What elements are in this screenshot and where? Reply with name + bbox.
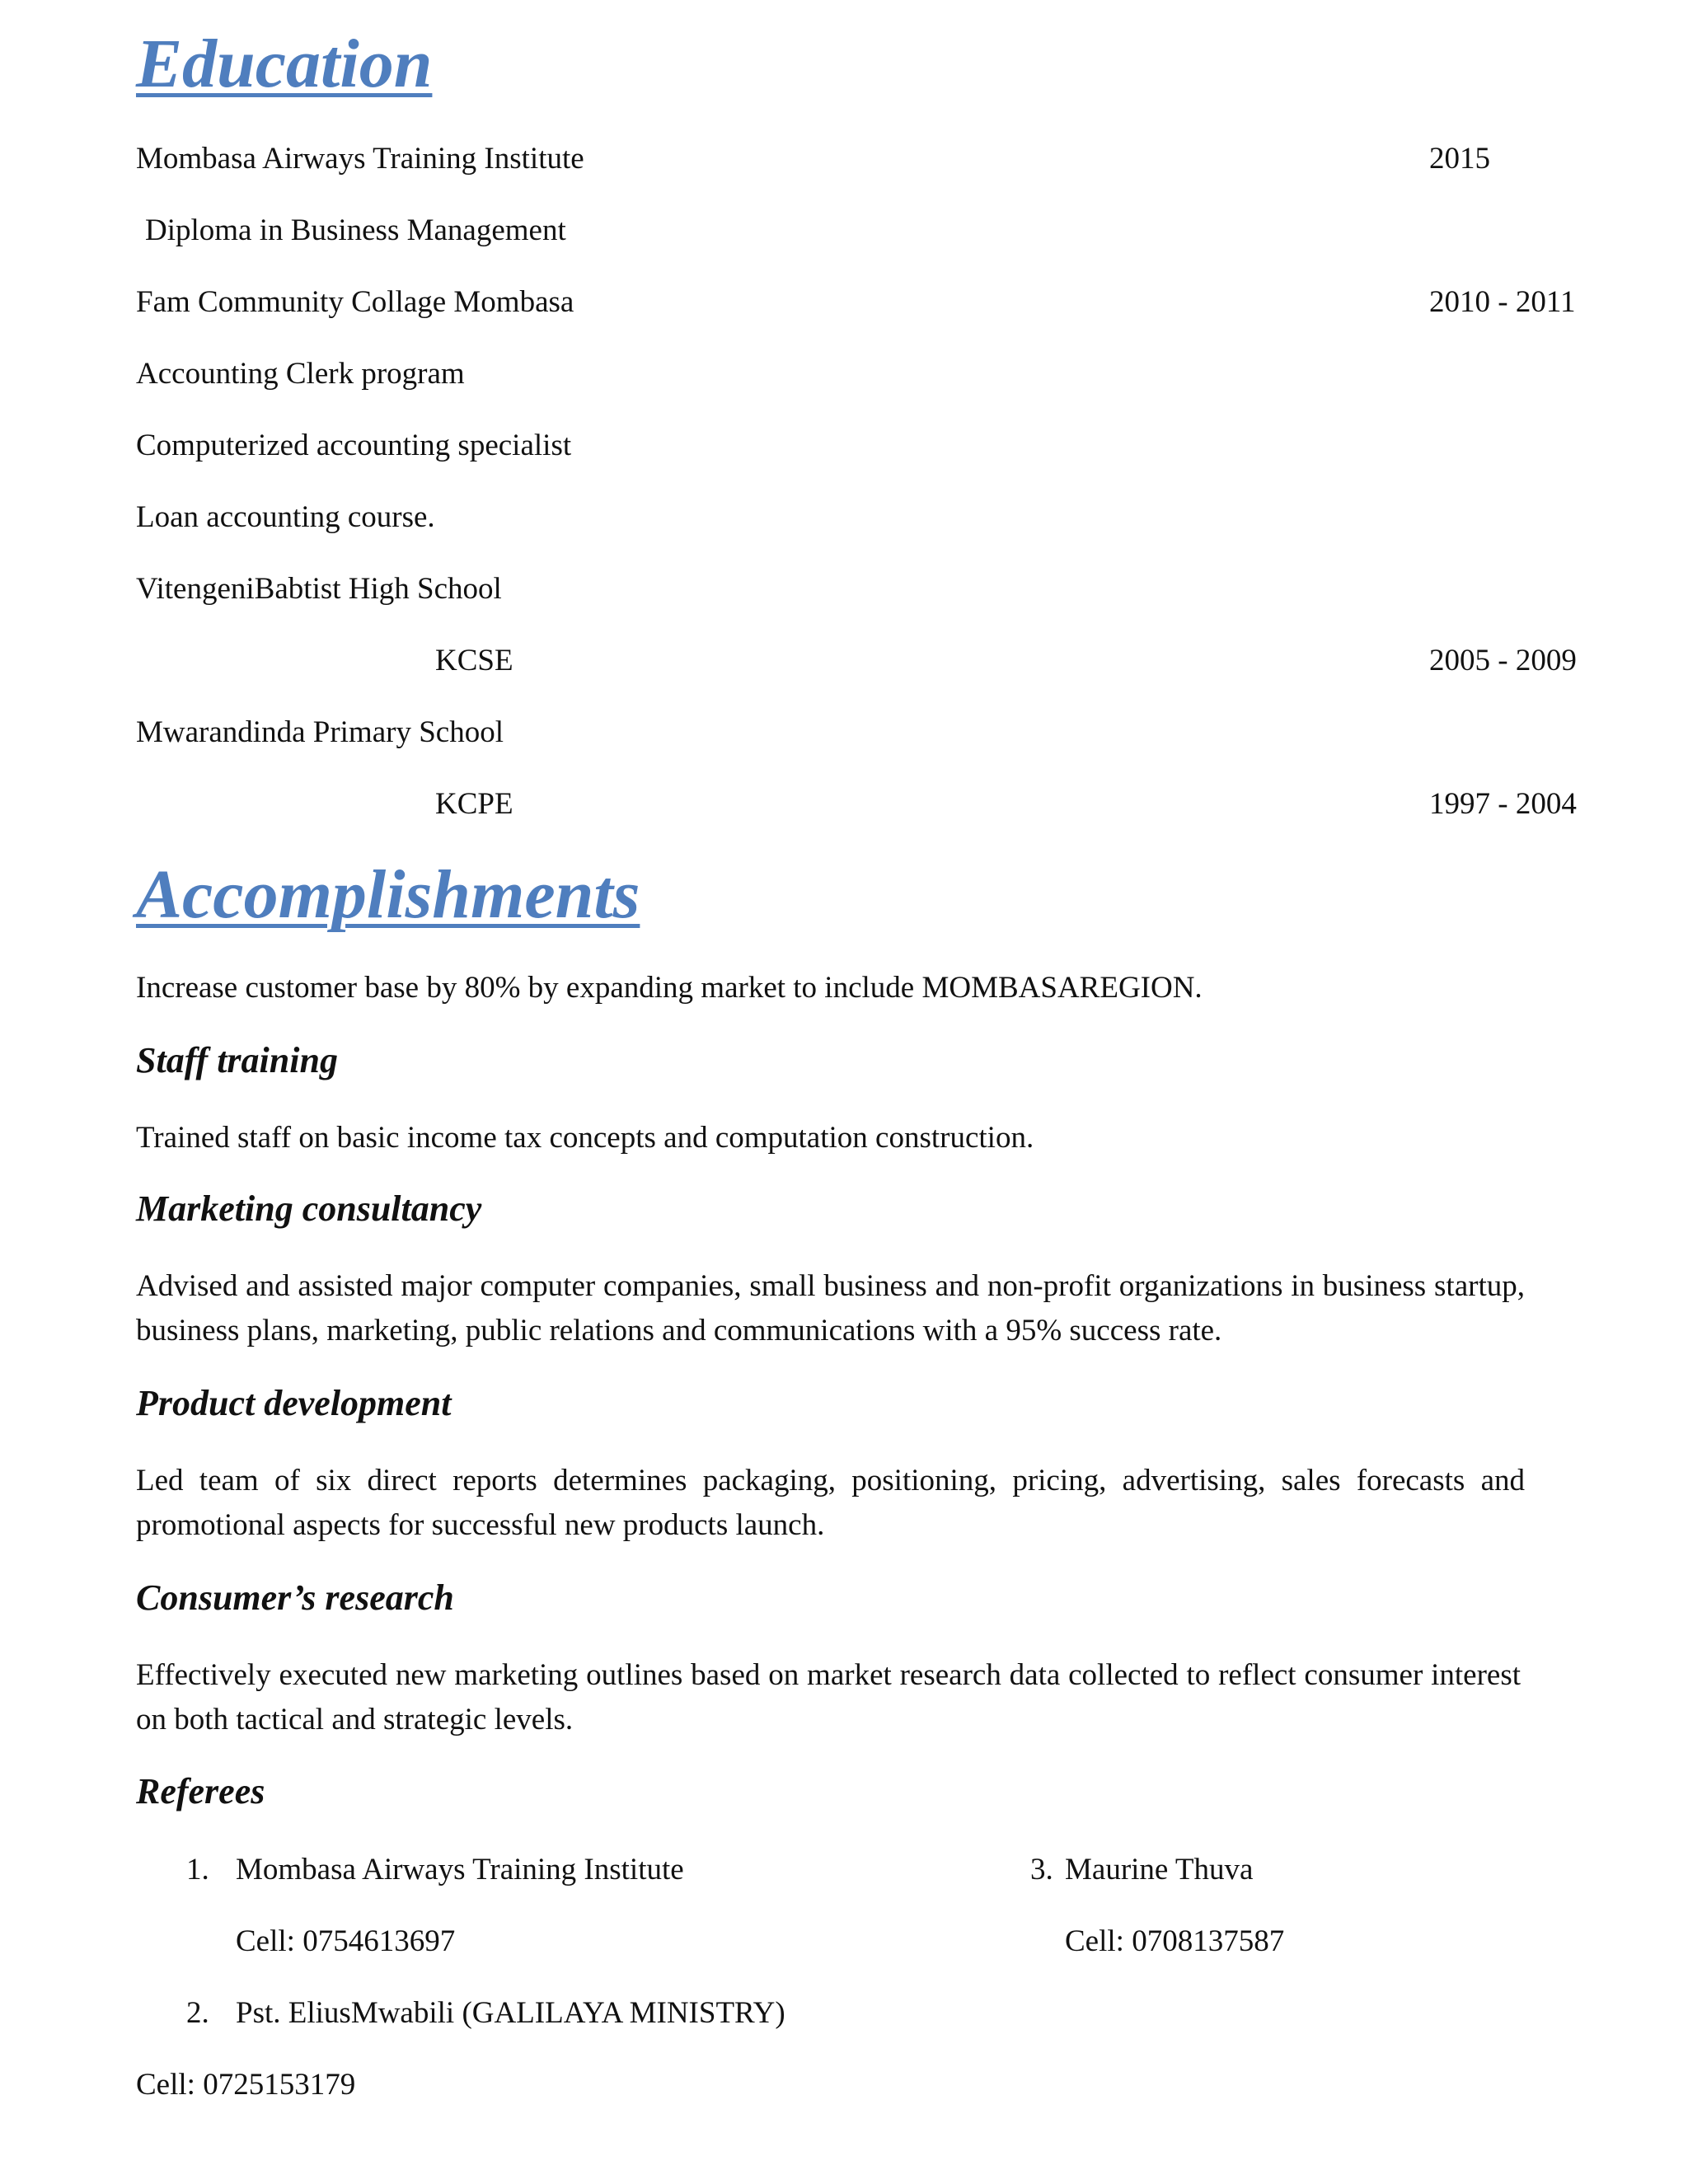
education-entry: Diploma in Business Management xyxy=(145,213,566,247)
education-entry: Fam Community Collage Mombasa xyxy=(136,285,574,319)
section-title: Marketing consultancy xyxy=(136,1188,482,1229)
referee-number: 1. xyxy=(186,1853,209,1886)
section-title: Product development xyxy=(136,1383,452,1423)
section-title: Staff training xyxy=(136,1040,338,1080)
education-year: 1997 - 2004 xyxy=(1429,787,1577,821)
referee-name: Pst. EliusMwabili (GALILAYA MINISTRY) xyxy=(236,1996,785,2030)
referees-heading: Referees xyxy=(136,1771,265,1811)
education-year: 2010 - 2011 xyxy=(1429,285,1576,319)
section-text: Advised and assisted major computer companies, small business and non-profit organizations in business startup, business plans, marketing, public relations and communications with a 95% success rate. xyxy=(136,1269,1525,1347)
referee-number: 2. xyxy=(186,1996,209,2030)
referee-cell: Cell: 0754613697 xyxy=(236,1924,456,1958)
accomplishments-intro: Increase customer base by 80% by expanding market to include MOMBASAREGION. xyxy=(136,971,1203,1005)
education-entry: Accounting Clerk program xyxy=(136,357,465,391)
section-title: Consumer’s research xyxy=(136,1577,454,1618)
education-entry: Computerized accounting specialist xyxy=(136,429,572,462)
education-entry: KCPE xyxy=(435,787,513,821)
education-entry: Loan accounting course. xyxy=(136,500,435,534)
education-entry: KCSE xyxy=(435,644,513,677)
education-heading: Education xyxy=(136,26,433,102)
education-year: 2005 - 2009 xyxy=(1429,644,1577,677)
education-entry: Mwarandinda Primary School xyxy=(136,715,504,749)
referee-name: Mombasa Airways Training Institute xyxy=(236,1853,684,1886)
accomplishments-heading: Accomplishments xyxy=(136,856,640,933)
section-text: Trained staff on basic income tax concepts and computation construction. xyxy=(136,1121,1034,1155)
education-year: 2015 xyxy=(1429,142,1490,176)
referee-number: 3. xyxy=(1030,1853,1053,1886)
referee-cell: Cell: 0725153179 xyxy=(136,2068,356,2102)
section-text: Effectively executed new marketing outlines based on market research data collected to reflect consumer interest on both tactical and strategic levels. xyxy=(136,1658,1521,1736)
referee-name: Maurine Thuva xyxy=(1065,1853,1254,1886)
section-text: Led team of six direct reports determines packaging, positioning, pricing, advertising, sales forecasts and promotional aspects for successful new products launch. xyxy=(136,1464,1525,1542)
referee-cell: Cell: 0708137587 xyxy=(1065,1924,1285,1958)
education-entry: VitengeniBabtist High School xyxy=(136,572,502,606)
education-entry: Mombasa Airways Training Institute xyxy=(136,142,584,176)
